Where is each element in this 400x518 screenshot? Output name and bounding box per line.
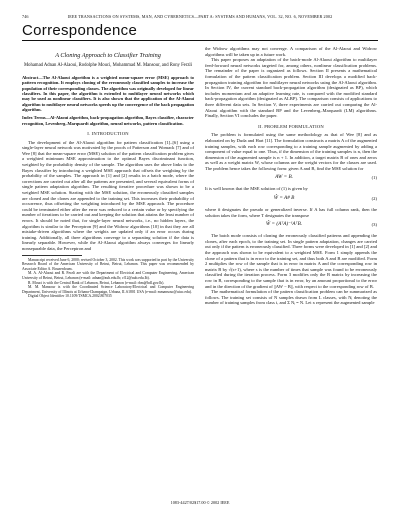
page-number: 746 <box>22 14 29 19</box>
introduction-heading: I. INTRODUCTION <box>87 131 129 137</box>
footnote-affiliation-1: M. A. Al-Alaoui and R. Ferzli are with the Department of Electrical and Computer Engineering, American University of Beirut, Beirut, Lebanon (e-mail: adnan@aub.edu.lb; rf12@aub.edu.lb). <box>22 271 194 280</box>
body-paragraph: This paper proposes an adaptation of the batch-mode Al-Alaoui algorithm to multilayer feed-forward neural networks targeted for, among others, nonlinear classification problems. The remainder of the paper is organized as follows. Section II presents a mathematical formulation of the pattern classification problem. Section III develops a modified back-propagation training algorithm for multilayer neural networks using the Al-Alaoui algorithm. In Section IV, the current standard back-propagation algorithm (designated as BP), which includes momentum and an adaptive learning rate, is compared with the modified standard back-propagation algorithm (designated as ALBP). The comparison consists of applications to three different data sets. In Section V, three experiments are carried out comparing the Al-Alaoui algorithm with the standard BP and the Levenberg–Marquardt (LM) algorithms. Finally, Section VI concludes the paper. <box>205 57 377 119</box>
introduction-paragraph: The development of the Al-Alaoui algorithm for pattern classification [1]–[6] using a single-layer neural network was motivated by the proofs of Patterson and Womack [7] and of Wee [8] that the mean-square error (MSE) solution of the pattern classification problem gives a weighted minimum MSE approximation to the optimal Bayes discriminant function, weighted by the probability density of the sample. The algorithm uses the above links to the Bayes classifier by introducing a weighted MSE approach that offsets the weighting by the probability of the samples. The approach in [1] and [2] results in a batch mode, where the corrections are carried out after all the patterns are presented, and several equivalent forms of single pattern adaptation algorithm. The resulting iterative procedure was shown to be a weighted MSE solution. Starting with the MSE solution, the erroneously classified samples are cloned and the clones are appended to the training set. This increases their probability of occurrence, thus offsetting the weighting introduced by the MSE approach. The procedure could be terminated either after the error was reduced to a certain value or by specifying the number of iterations to be carried out and keeping the solution that attains the least number of errors. It should be noted that, for single-layer neural networks, i.e., no hidden layers, the algorithm is similar to the Perceptron [9] and the Widrow algorithms [10] in that they are all mistake-driven algorithms where the weights are updated only if an error occurs during training. Additionally, all three algorithms converge to a separating solution if the data is linearly separable. However, while the Al-Alaoui algorithm always converges for linearly nonseparable data, the Perceptron and <box>22 139 194 251</box>
formulation-heading: II. PROBLEM FORMULATION <box>258 123 324 129</box>
article-title: A Cloning Approach to Classifier Training <box>55 52 161 59</box>
right-column <box>205 46 377 306</box>
body-paragraph: where # designates the pseudo or generalized inverse. If A has full column rank, then the solution takes the form, where T designates the transpose <box>205 207 377 218</box>
abstract: Abstract—The Al-Alaoui algorithm is a weighted mean-square error (MSE) approach to pattern recognition. It employs cloning of the erroneously classified samples to increase the population of their corresponding classes. The algorithm was originally developed for linear classifiers. In this paper, the algorithm is extended to multilayer neural networks which may be used as nonlinear classifiers. It is also shown that the application of the Al-Alaoui algorithm to multilayer neural networks speeds up the convergence of the back propagation algorithm. <box>22 75 194 113</box>
equation-2-number: (2) <box>371 196 377 202</box>
equation-1 <box>205 172 377 185</box>
body-paragraph: The problem is formulated using the same methodology as that of Wee [8] and as elaborated on by Duda and Hart [11]. The formulation constructs a matrix A of the augmented training samples, with each row corresponding to a training sample augmented by adding a component of value equal to one. Thus, if the dimension of the training samples is n, then the dimension of the augmented sample is n + 1. In addition, a target matrix B of ones and zeros as well as a weight matrix W, whose columns are the weight vectors for the classes are used. The problem hence takes the following form: given A and B, find the MSE solution for <box>205 132 377 171</box>
footnote-rule <box>22 255 82 256</box>
equation-2 <box>205 193 377 206</box>
footnote-affiliation-3: M. M. Mansour is with the Coordinated Science Laboratory/Electrical and Computer Engineering Department, University of Illinois at Urbana-Champaign, Urbana, IL 61801 USA (e-mail: mmansour@uiuc.edu). <box>22 285 194 294</box>
author-list: Mohamad Adnan Al-Alaoui, Rodolphe Mouci, Mohammad M. Mansour, and Rony Ferzli <box>23 63 193 68</box>
running-header <box>22 14 378 22</box>
body-paragraph: the Widrow algorithms may not converge. A comparison of the Al-Alaoui and Widrow algorithms will be taken up in a future work. <box>205 46 377 57</box>
body-paragraph: The batch mode consists of cloning the erroneously classified patterns and appending the clones, after each epoch, to the training set. In single pattern adaptation, changes are carried out only if the pattern is erroneously classified. Three forms were developed in [1] and [2] and the approach was shown to be equivalent to a weighted MSE. Form 1 simply appends the clone of a pattern that is in error to the training set, and thus both A and B are modified. Form 2 multiplies the row of the sample that is in error in matrix A and the corresponding row in matrix B by √(s+1), where s is the number of times that sample was found to be erroneously classified during the iteration process. Form 3 modifies only the B matrix by increasing the row in B, corresponding to the sample that is in error, by an amount proportional to the error and in the direction of the gradient of ||AW − B||, with respect to the corresponding row of B. <box>205 233 377 289</box>
equation-1-body: AW = B. <box>275 174 293 181</box>
issn-footer: 1083-4427/02$17.00 © 2002 IEEE <box>170 500 230 505</box>
equation-3-number: (3) <box>371 222 377 228</box>
equation-3 <box>205 219 377 232</box>
footnotes <box>22 258 194 299</box>
equation-3-body: Ŵ = (AᵀA)⁻¹AᵀB. <box>265 221 303 228</box>
index-terms: Index Terms—Al-Alaoui algorithm, back-propagation algorithm, Bayes classifier, character recognition, Levenberg–Marquardt algorithm, neural networks, pattern classification. <box>22 115 194 126</box>
left-column <box>22 46 194 299</box>
running-title: IEEE TRANSACTIONS ON SYSTEMS, MAN, AND CYBERNETICS—PART A: SYSTEMS AND HUMANS, VOL. 32, NO. 6, NOVEMBER 2002 <box>67 14 333 19</box>
footnote-affiliation-2: R. Mouci is with the Central Bank of Lebanon, Beirut, Lebanon (e-mail: rbm@bdl.gov.lb). <box>28 280 165 285</box>
equation-1-number: (1) <box>371 175 377 181</box>
body-paragraph: It is well known that the MSE solution of (1) is given by <box>205 186 308 192</box>
section-title: Correspondence <box>22 22 138 39</box>
title-rule <box>22 40 378 41</box>
footnote-doi: Digital Object Identifier 10.1109/TSMCA.2002.807035 <box>28 294 112 299</box>
body-paragraph: The mathematical formulation of the pattern classification problem can be summarized as follows. The training set consists of N samples drawn from L classes, with Nᵢ denoting the number of training samples from class i, and Σ Nᵢ = N. Let x represent the augmented sample <box>205 289 377 306</box>
equation-2-body: Ŵ = A# B <box>273 195 295 202</box>
footnote-manuscript: Manuscript received June 6, 2000; revised October 3, 2002. This work was supported in part by the University Research Board of the American University of Beirut, Beirut, Lebanon. This paper was recommended by Associate Editor A. Bouzerdoum. <box>22 257 194 271</box>
